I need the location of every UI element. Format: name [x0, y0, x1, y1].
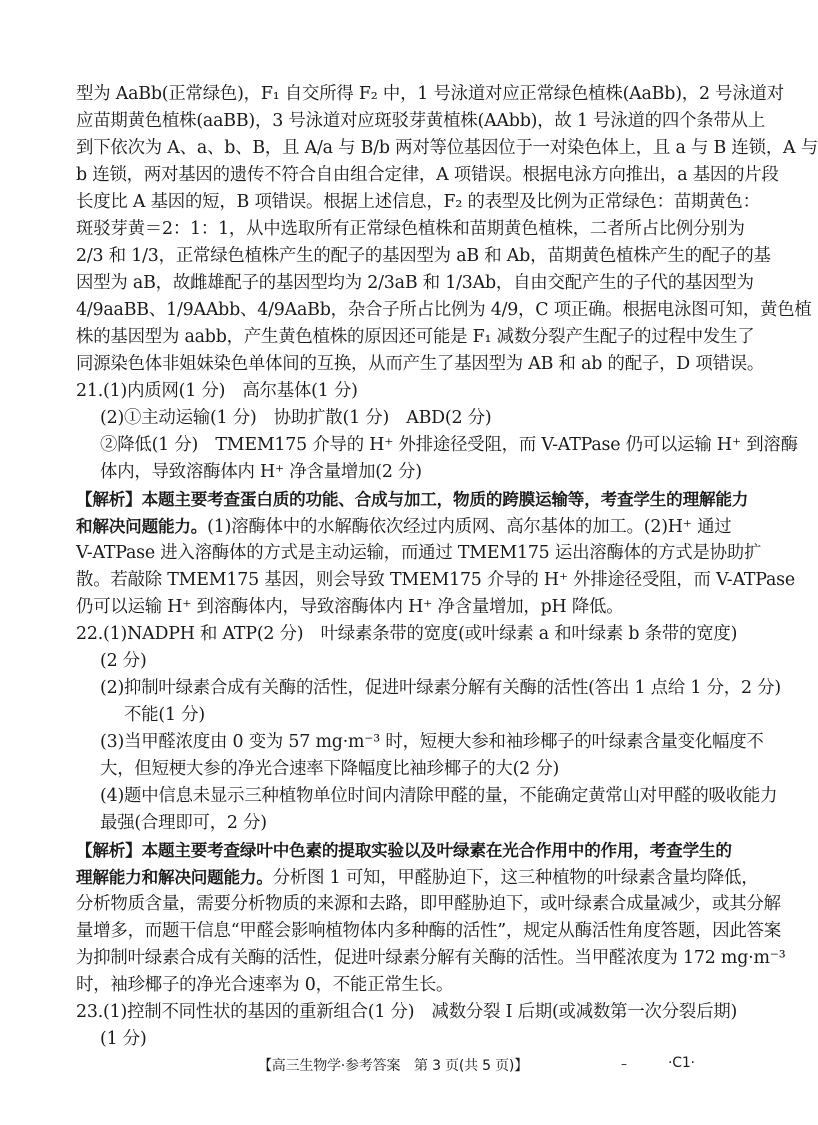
text-line: 长度比 A 基因的短，B 项错误。根据上述信息，F₂ 的表型及比例为正常绿色：苗期黄色：	[76, 192, 760, 212]
text-line: 仍可以运输 H⁺ 到溶酶体内，导致溶酶体内 H⁺ 净含量增加，pH 降低。	[76, 597, 624, 617]
analysis-heading-end: 理解能力和解决问题能力。	[76, 868, 273, 887]
text-line: 到下依次为 A、a、b、B，且 A/a 与 B/b 两对等位基因位于一对染色体上，且 a 与 B 连锁，A 与	[76, 138, 818, 158]
footer-code: ·C1·	[668, 1055, 695, 1071]
text-line: V-ATPase 进入溶酶体的方式是主动运输，而通过 TMEM175 运出溶酶体的方式是协助扩	[76, 543, 762, 563]
text-line: 4/9aaBB、1/9AAbb、4/9AaBb，杂合子所占比例为 4/9，C 项正确。根据电泳图可知，黄色植	[76, 300, 812, 320]
text-line: 23.(1)控制不同性状的基因的重新组合(1 分) 减数分裂 Ⅰ 后期(或减数第一次分裂后期)	[76, 1002, 738, 1022]
text-line	[76, 513, 732, 540]
page-footer	[0, 1055, 800, 1079]
text-line: 斑驳芽黄＝2：1：1，从中选取所有正常绿色植株和苗期黄色植株，二者所占比例分别为	[76, 219, 745, 239]
text-line: 时，袖珍椰子的净光合速率为 0，不能正常生长。	[76, 975, 454, 995]
text-line: 不能(1 分)	[124, 705, 205, 725]
text-line: 体内，导致溶酶体内 H⁺ 净含量增加(2 分)	[100, 462, 422, 482]
text-line: 株的基因型为 aabb，产生黄色植株的原因还可能是 F₁ 减数分裂产生配子的过程中发生了	[76, 327, 755, 347]
text-line: (4)题中信息未显示三种植物单位时间内清除甲醛的量，不能确定黄常山对甲醛的吸收能力	[100, 786, 778, 806]
text-line: 分析物质含量，需要分析物质的来源和去路，即甲醛胁迫下，或叶绿素合成量减少，或其分解	[76, 894, 781, 914]
text-line: 大，但短梗大参的净光合速率下降幅度比袖珍椰子的大(2 分)	[100, 759, 560, 779]
text-line: 21.(1)内质网(1 分) 高尔基体(1 分)	[76, 381, 358, 401]
text-line: 同源染色体非姐妹染色单体间的互换，从而产生了基因型为 AB 和 ab 的配子，D 项错误。	[76, 354, 765, 374]
footer-mark: –	[621, 1057, 627, 1071]
analysis-heading: 【解析】本题主要考查绿叶中色素的提取实验以及叶绿素在光合作用中的作用，考查学生的	[76, 841, 732, 860]
text-line	[76, 837, 732, 864]
text-line: 因型为 aB，故雌雄配子的基因型均为 2/3aB 和 1/3Ab，自由交配产生的子代的基因型为	[76, 273, 754, 293]
text-line: b 连锁，两对基因的遗传不符合自由组合定律，A 项错误。根据电泳方向推出，a 基因的片段	[76, 165, 779, 185]
text-line: 2/3 和 1/3，正常绿色植株产生的配子的基因型为 aB 和 Ab，苗期黄色植株产生的配子的基	[76, 246, 771, 266]
text-line: (2 分)	[100, 651, 147, 671]
text-line	[76, 486, 749, 513]
text-line: 量增多，而题干信息“甲醛会影响植物体内多种酶的活性”，规定从酶活性角度答题，因此答案	[76, 921, 782, 941]
analysis-heading-end: 和解决问题能力。	[76, 517, 208, 536]
text-line: (2)①主动运输(1 分) 协助扩散(1 分) ABD(2 分)	[100, 408, 492, 428]
text-line: 型为 AaBb(正常绿色)，F₁ 自交所得 F₂ 中，1 号泳道对应正常绿色植株(AaBb)，2 号泳道对	[76, 84, 784, 104]
text-line: 散。若敲除 TMEM175 基因，则会导致 TMEM175 介导的 H⁺ 外排途径受阻，而 V-ATPase	[76, 570, 795, 590]
analysis-heading: 【解析】本题主要考查蛋白质的功能、合成与加工，物质的跨膜运输等，考查学生的理解能力	[76, 490, 749, 509]
analysis-body: (1)溶酶体中的水解酶依次经过内质网、高尔基体的加工。(2)H⁺ 通过	[207, 517, 732, 537]
analysis-body: 分析图 1 可知，甲醛胁迫下，这三种植物的叶绿素含量均降低，	[272, 868, 759, 888]
text-line: (3)当甲醛浓度由 0 变为 57 mg·m⁻³ 时，短梗大参和袖珍椰子的叶绿素含量变化幅度不	[100, 732, 764, 752]
text-line: 为抑制叶绿素合成有关酶的活性，促进叶绿素分解有关酶的活性。当甲醛浓度为 172 mg·m⁻³	[76, 948, 786, 968]
text-line: ②降低(1 分) TMEM175 介导的 H⁺ 外排途径受阻，而 V-ATPase 仍可以运输 H⁺ 到溶酶	[100, 435, 798, 455]
answer-text	[76, 81, 818, 1053]
text-line	[76, 864, 759, 891]
text-line: 22.(1)NADPH 和 ATP(2 分) 叶绿素条带的宽度(或叶绿素 a 和叶绿素 b 条带的宽度)	[76, 624, 738, 644]
text-line: 应苗期黄色植株(aaBB)，3 号泳道对应斑驳芽黄植株(AAbb)，故 1 号泳道的四个条带从上	[76, 111, 766, 131]
text-line: (1 分)	[100, 1029, 147, 1049]
text-line: (2)抑制叶绿素合成有关酶的活性，促进叶绿素分解有关酶的活性(答出 1 点给 1 分，2 分)	[100, 678, 781, 698]
text-line: 最强(合理即可，2 分)	[100, 813, 267, 833]
footer-title: 【高三生物学·参考答案 第 3 页(共 5 页)】	[258, 1058, 528, 1074]
